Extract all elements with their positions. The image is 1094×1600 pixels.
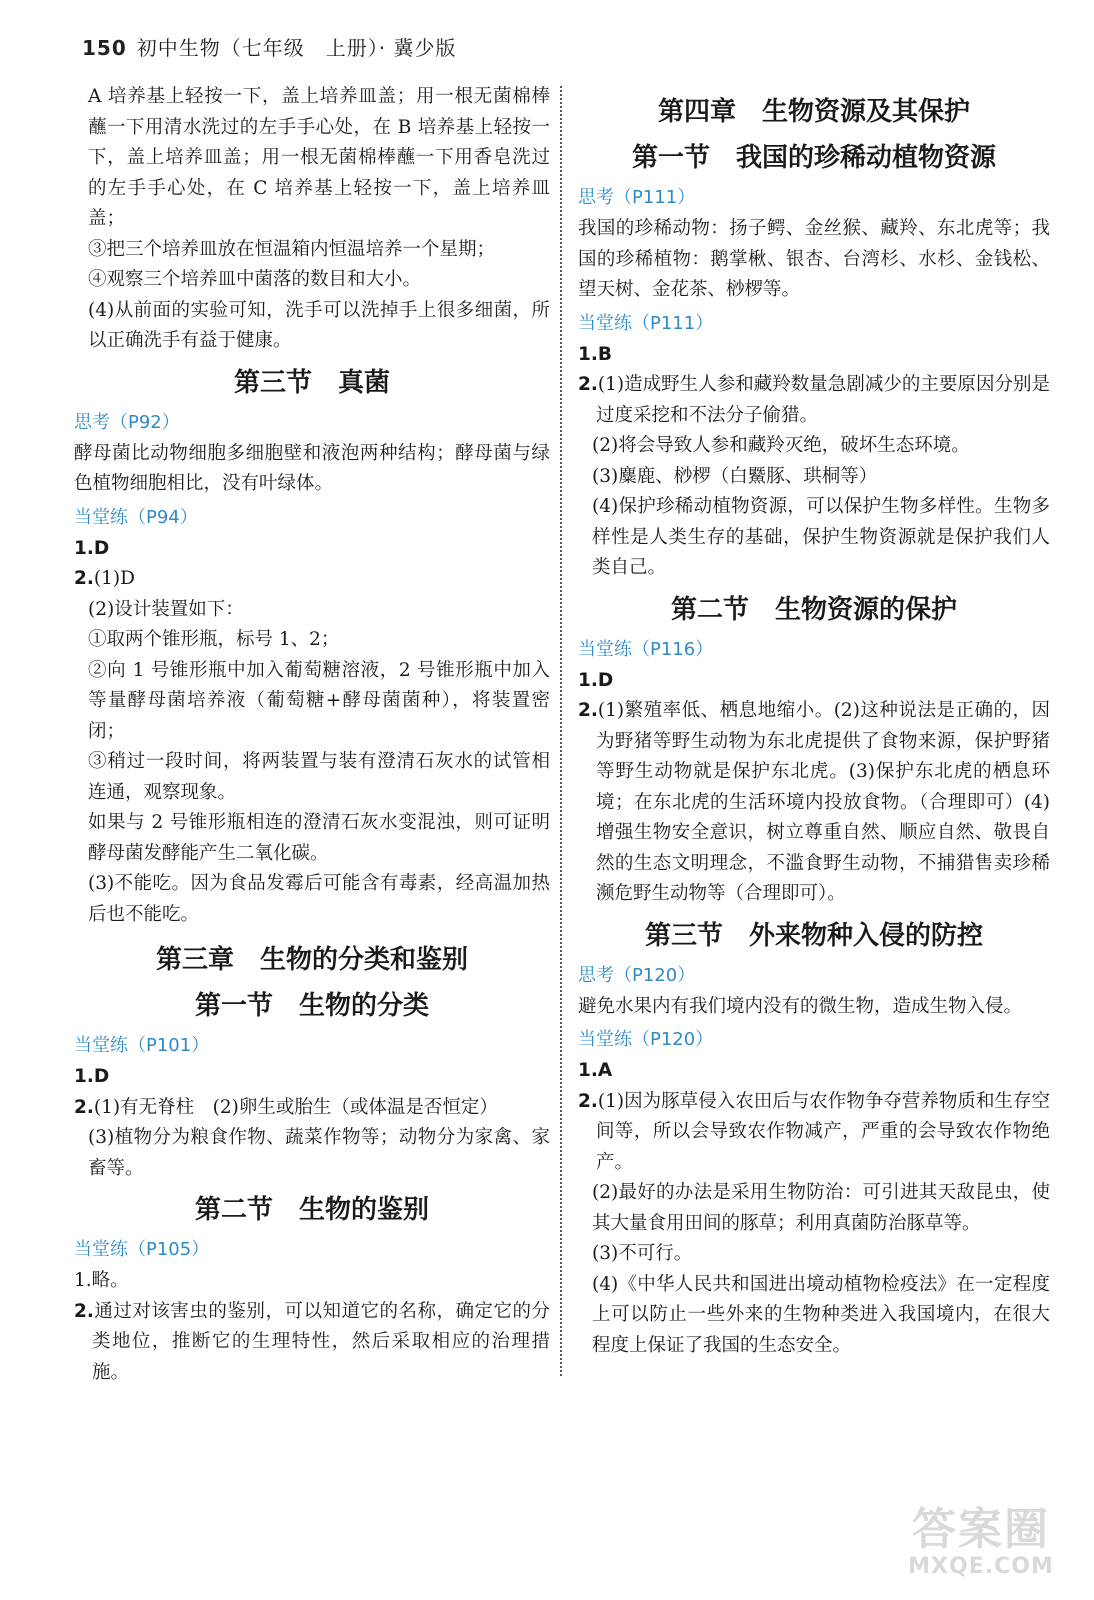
question-1: 1.D [74,537,110,559]
section-heading-rare-species: 第一节 我国的珍稀动植物资源 [631,143,996,173]
chapter-heading-3: 第三章 生物的分类和鉴别 [155,945,468,975]
question-number: 2. [578,1090,598,1112]
answer-line: (4)《中华人民共和国进出境动植物检疫法》在一定程度上可以防止一些外来的生物种类进入我国境内，在很大程度上保证了我国的生态安全。 [592,1273,1050,1356]
section-heading-classification: 第一节 生物的分类 [194,991,429,1021]
question-1: 1.D [578,669,614,691]
think-tag: 思考（P92） [74,411,180,433]
answer-line: ①取两个锥形瓶，标号 1、2； [88,629,340,650]
practice-tag: 当堂练（P105） [74,1239,210,1260]
answer-part-1: (1)有无脊柱 (2)卵生或胎生（或体温是否恒定） [93,1096,498,1118]
right-column [578,82,1050,1361]
question-number: 2. [74,1300,94,1322]
answer-line: (2)设计装置如下： [88,598,244,620]
question-2 [578,1087,1050,1179]
continued-paragraph: A 培养基上轻按一下，盖上培养皿盖；用一根无菌棉棒蘸一下用清水洗过的左手手心处，在 B 培养基上轻按一下，盖上培养皿盖；用一根无菌棉棒蘸一下用香皂洗过的左手手心处，在 C 培养基上轻按一下，盖上培养皿盖； [88,86,550,229]
question-2 [578,370,1050,431]
section-heading-identification: 第二节 生物的鉴别 [194,1195,429,1225]
answer-line: (3)麋鹿、桫椤（白鱀豚、珙桐等） [592,465,878,487]
section-heading-invasive: 第三节 外来物种入侵的防控 [644,920,983,951]
answer-part-1: (1)造成野生人参和藏羚数量急剧减少的主要原因分别是过度采挖和不法分子偷猎。 [596,374,1050,426]
question-1: 1.A [578,1060,613,1081]
practice-tag: 当堂练（P116） [578,638,714,660]
question-2 [74,1093,550,1124]
answer-line: (2)将会导致人参和藏羚灭绝，破坏生态环境。 [592,435,970,456]
question-2 [578,696,1050,910]
section-heading-protection: 第二节 生物资源的保护 [670,594,957,625]
practice-tag: 当堂练（P120） [578,1029,714,1050]
answer-line: (4)保护珍稀动植物资源，可以保护生物多样性。生物多样性是人类生存的基础，保护生物资源就是保护我们人类自己。 [592,496,1050,578]
column-divider [560,86,562,1376]
practice-tag: 当堂练（P94） [74,506,198,528]
answer-4: (4)从前面的实验可知，洗手可以洗掉手上很多细菌，所以正确洗手有益于健康。 [88,299,550,351]
answer-line: 如果与 2 号锥形瓶相连的澄清石灰水变混浊，则可证明酵母菌发酵能产生二氧化碳。 [88,812,550,864]
answer-line: ③稍过一段时间，将两装置与装有澄清石灰水的试管相连通，观察现象。 [88,751,550,803]
step-4: ④观察三个培养皿中菌落的数目和大小。 [88,269,422,290]
answer-line: (2)最好的办法是采用生物防治：可引进其天敌昆虫，使其大量食用田间的豚草；利用真菌防治豚草等。 [592,1182,1050,1234]
step-3: ③把三个培养皿放在恒温箱内恒温培养一个星期； [88,238,496,260]
watermark-logo-text: 答案圈 [912,1504,1050,1555]
question-2 [74,1297,550,1389]
section-heading-fungi: 第三节 真菌 [233,367,390,398]
think-answer: 酵母菌比动物细胞多细胞壁和液泡两种结构；酵母菌与绿色植物细胞相比，没有叶绿体。 [74,442,550,494]
question-number: 2. [74,1096,94,1118]
practice-tag: 当堂练（P101） [74,1035,210,1056]
chapter-heading-4: 第四章 生物资源及其保护 [657,97,970,127]
practice-tag: 当堂练（P111） [578,312,714,334]
think-tag: 思考（P111） [578,187,696,208]
site-watermark [896,1506,1066,1586]
question-number: 2. [578,374,598,395]
answer-line: (3)不可行。 [592,1243,693,1264]
answer-text: 通过对该害虫的鉴别，可以知道它的名称，确定它的分类地位，推断它的生理特性，然后采取相应的治理措施。 [92,1300,550,1383]
answer-line: ②向 1 号锥形瓶中加入葡萄糖溶液，2 号锥形瓶中加入等量酵母菌培养液（葡萄糖+酵母菌菌种），将装置密闭； [88,659,550,742]
think-answer: 我国的珍稀动物：扬子鳄、金丝猴、藏羚、东北虎等；我国的珍稀植物：鹅掌楸、银杏、台湾杉、水杉、金钱松、望天树、金花茶、桫椤等。 [578,218,1050,300]
think-tag: 思考（P120） [578,964,696,986]
answer-text: (1)繁殖率低、栖息地缩小。(2)这种说法是正确的，因为野猪等野生动物为东北虎提供了食物来源，保护野猪等野生动物就是保护东北虎。(3)保护东北虎的栖息环境；在东北虎的生活环境内投放食物。（合理即可）(4)增强生物安全意识，树立尊重自然、顺应自然、敬畏自然的生态文明理念，不滥食野生动物，不捕猎售卖珍稀濒危野生动物等（合理即可）。 [596,700,1050,904]
think-answer: 避免水果内有我们境内没有的微生物，造成生物入侵。 [578,995,1023,1017]
answer-part-1: (1)因为豚草侵入农田后与农作物争夺营养物质和生存空间等，所以会导致农作物减产，严重的会导致农作物绝产。 [596,1090,1050,1173]
book-title: 初中生物（七年级 上册）· 冀少版 [136,36,457,60]
question-1: 1.D [74,1066,110,1087]
answer-line: (3)不能吃。因为食品发霉后可能含有毒素，经高温加热后也不能吃。 [88,873,550,925]
answer-line: (3)植物分为粮食作物、蔬菜作物等；动物分为家禽、家畜等。 [88,1127,550,1179]
page-header [82,32,456,61]
answer-part-1: (1)D [93,568,135,589]
question-1: 1.略。 [74,1270,129,1291]
question-number: 2. [74,568,94,589]
watermark-url: MXQE.COM [908,1554,1054,1579]
left-column [74,82,550,1388]
page-number: 150 [82,36,127,60]
question-1: 1.B [578,343,613,365]
question-2 [74,564,550,595]
question-number: 2. [578,700,598,721]
